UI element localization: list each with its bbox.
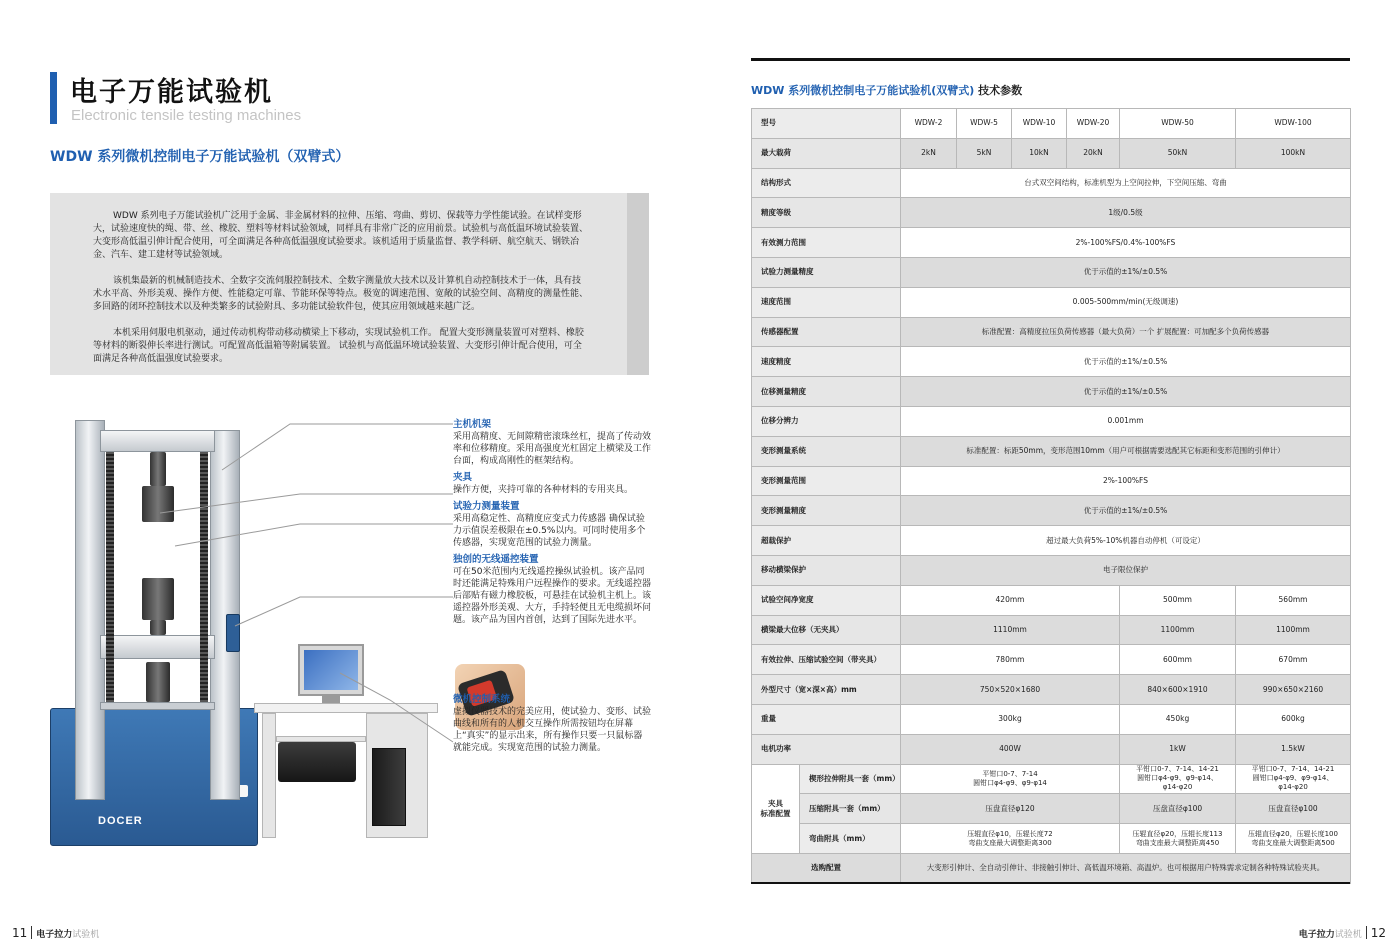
footer-label-bold: 电子拉力 [36, 930, 73, 940]
table-cell: 优于示值的±1%/±0.5% [901, 347, 1351, 377]
table-cell: 1100mm [1236, 615, 1351, 645]
moving-crossbeam [100, 635, 215, 659]
fixture-group-line-1: 夹具 [768, 798, 783, 808]
row-label: 变形测量精度 [752, 496, 901, 526]
cell-line: 压辊直径φ20，压辊长度100 [1248, 829, 1338, 838]
footer-separator [1366, 926, 1367, 939]
lower-beam [100, 702, 215, 710]
lower-grip-rod [150, 620, 166, 635]
table-cell: 大变形引伸计、全自动引伸计、非接触引伸计、高低温环境箱、高温炉。也可根据用户特殊需求定制各种特殊试验夹具。 [901, 853, 1351, 883]
feature-wireless-remote [453, 554, 651, 626]
table-cell: 1100mm [1120, 615, 1236, 645]
cell-line: φ14-φ20 [1162, 783, 1193, 792]
feature-force-measurement [453, 501, 651, 549]
feature-title: 独创的无线遥控装置 [453, 554, 539, 565]
row-label: 结构形式 [752, 168, 901, 198]
product-series-title: WDW 系列微机控制电子万能试验机（双臂式） [50, 149, 350, 165]
table-cell [1236, 824, 1351, 854]
table-cell: 1kW [1120, 734, 1236, 764]
table-cell: 台式双空间结构，标准机型为上空间拉伸，下空间压缩、弯曲 [901, 168, 1351, 198]
feature-title: 夹具 [453, 472, 473, 483]
table-cell: 670mm [1236, 645, 1351, 675]
feature-text: 可在50米范围内无线遥控操纵试验机。该产品同时还能满足特殊用户远程操作的要求。无线遥控器后部贴有磁力橡胶板，可悬挂在试验机主机上。该遥控器外形美观、大方，手持轻便且无电缆损坏问题。该产品为国内首创，达到了国际先进水平。 [453, 567, 652, 625]
testing-machine-image [50, 410, 440, 850]
table-cell: 600kg [1236, 704, 1351, 734]
title-accent-bar [50, 72, 57, 124]
table-row [752, 436, 1351, 466]
left-page-footer [12, 926, 99, 940]
row-label: 有效测力范围 [752, 228, 901, 258]
table-cell: 优于示值的±1%/±0.5% [901, 257, 1351, 287]
cell-line: 弯曲支座最大调整距离500 [1251, 838, 1335, 847]
row-label: 超载保护 [752, 526, 901, 556]
row-label: 重量 [752, 704, 901, 734]
table-cell: 压盘直径φ100 [1236, 794, 1351, 824]
table-cell: 50kN [1120, 138, 1236, 168]
table-row [752, 287, 1351, 317]
table-cell: 1110mm [901, 615, 1120, 645]
computer-monitor [298, 644, 364, 696]
table-row [752, 466, 1351, 496]
cell-line: 圆钳口φ4-φ9、φ9-φ14、 [1252, 774, 1334, 783]
table-cell: 1.5kW [1236, 734, 1351, 764]
row-label: 压缩附具一套（mm） [800, 794, 901, 824]
printer [278, 742, 356, 782]
upper-grip [142, 486, 174, 522]
feature-title: 主机机架 [453, 419, 492, 430]
ball-screw-right [200, 452, 208, 708]
table-row [752, 853, 1351, 883]
feature-frame [453, 419, 651, 467]
row-label: 位移分辨力 [752, 406, 901, 436]
table-cell: 2kN [901, 138, 957, 168]
row-label: 横梁最大位移（无夹具） [752, 615, 901, 645]
upper-grip-rod [150, 452, 166, 486]
table-cell: 1级/0.5级 [901, 198, 1351, 228]
table-cell: WDW-50 [1120, 109, 1236, 139]
table-row [752, 377, 1351, 407]
feature-text: 操作方便，夹持可靠的各种材料的专用夹具。 [453, 485, 634, 495]
table-row [752, 257, 1351, 287]
table-row [752, 406, 1351, 436]
table-cell: 0.005-500mm/min(无级调速) [901, 287, 1351, 317]
table-row [752, 198, 1351, 228]
right-page-footer [1299, 926, 1386, 940]
table-cell: 标准配置：标距50mm，变形范围10mm（用户可根据需要选配其它标距和变形范围的引伸计） [901, 436, 1351, 466]
fixture-group-line-2: 标准配置 [760, 808, 791, 818]
intro-paragraph-3: 本机采用伺服电机驱动，通过传动机构带动移动横梁上下移动，实现试验机工作。 配置大变形测量装置可对塑料、橡胶等材料的断裂伸长率进行测试。可配置高低温箱等附属装置。 试验机与高低温环境试验装置、大变形引伸计配合使用，可全面满足各种高低温强度试验要求。 [93, 328, 584, 364]
intro-text [93, 210, 588, 379]
table-cell [901, 764, 1120, 794]
intro-panel-edge [627, 193, 649, 375]
spec-title-series: WDW 系列微机控制电子万能试验机(双臂式) [751, 84, 975, 97]
table-row [752, 526, 1351, 556]
footer-label-light: 试验机 [1334, 930, 1362, 940]
feature-text: 采用高稳定性、高精度应变式力传感器 确保试验力示值误差极限在±0.5%以内。可同时使用多个传感器，实现宽范围的试验力测量。 [453, 514, 646, 548]
table-cell: 2%-100%FS/0.4%-100%FS [901, 228, 1351, 258]
handset-holder [226, 614, 240, 652]
row-label: 电机功率 [752, 734, 901, 764]
table-cell: 600mm [1120, 645, 1236, 675]
row-label: 试验空间净宽度 [752, 585, 901, 615]
spec-title-label: 技术参数 [978, 84, 1023, 97]
table-cell: 优于示值的±1%/±0.5% [901, 496, 1351, 526]
table-cell [1236, 764, 1351, 794]
table-cell: 750×520×1680 [901, 675, 1120, 705]
table-cell: 990×650×2160 [1236, 675, 1351, 705]
table-cell: 20kN [1067, 138, 1120, 168]
spec-table-title [751, 82, 1022, 98]
monitor-stand [322, 696, 340, 703]
feature-text: 虚拟仪器技术的完美应用，使试验力、变形、试验曲线和所有的人机交互操作所需按钮均在屏幕上“真实”的显示出来，所有操作只要一只鼠标器就能完成。实现宽范围的试验力测量。 [453, 707, 652, 753]
page-number: 11 [12, 926, 28, 940]
feature-list [453, 419, 651, 759]
table-row [752, 734, 1351, 764]
row-label: 型号 [752, 109, 901, 139]
table-row [752, 675, 1351, 705]
row-label: 有效拉伸、压缩试验空间（带夹具） [752, 645, 901, 675]
table-row [752, 704, 1351, 734]
table-row [752, 555, 1351, 585]
row-label: 外型尺寸（宽×深×高）mm [752, 675, 901, 705]
table-row [752, 585, 1351, 615]
table-row [752, 138, 1351, 168]
table-row [752, 645, 1351, 675]
table-cell: 450kg [1120, 704, 1236, 734]
row-label: 弯曲附具（mm） [800, 824, 901, 854]
table-row [752, 496, 1351, 526]
row-label: 变形测量系统 [752, 436, 901, 466]
row-label: 精度等级 [752, 198, 901, 228]
cell-line: 平钳口0-7、7-14 [982, 769, 1038, 778]
table-row [752, 109, 1351, 139]
footer-label-bold: 电子拉力 [1298, 930, 1335, 940]
table-cell: 10kN [1012, 138, 1067, 168]
table-cell: 780mm [901, 645, 1120, 675]
compression-fixture [146, 662, 170, 702]
row-label: 楔形拉伸附具一套（mm） [800, 764, 901, 794]
page-number: 12 [1370, 926, 1386, 940]
computer-desk-top [254, 703, 438, 713]
table-cell: 300kg [901, 704, 1120, 734]
table-cell: 超过最大负荷5%-10%机器自动停机（可设定） [901, 526, 1351, 556]
row-label: 速度精度 [752, 347, 901, 377]
cell-line: 压辊直径φ20，压辊长度113 [1132, 829, 1223, 838]
top-rule [751, 58, 1350, 61]
table-cell: 电子限位保护 [901, 555, 1351, 585]
machine-logo: DOCER [98, 815, 143, 827]
spec-table [751, 108, 1351, 884]
table-cell: 优于示值的±1%/±0.5% [901, 377, 1351, 407]
table-row [752, 168, 1351, 198]
row-label: 传感器配置 [752, 317, 901, 347]
feature-computer-control [453, 694, 651, 754]
row-label: 选购配置 [752, 853, 901, 883]
table-cell: 压盘直径φ100 [1120, 794, 1236, 824]
table-cell: 2%-100%FS [901, 466, 1351, 496]
cell-line: φ14-φ20 [1278, 783, 1308, 792]
table-cell: 5kN [957, 138, 1012, 168]
fixture-group-label [752, 764, 800, 853]
table-row [752, 824, 1351, 854]
desk-left-leg [262, 713, 276, 838]
upper-beam [100, 430, 215, 452]
page-title: 电子万能试验机 [70, 77, 273, 108]
lower-grip [142, 578, 174, 620]
table-cell: WDW-10 [1012, 109, 1067, 139]
intro-paragraph-1: WDW 系列电子万能试验机广泛用于金属、非金属材料的拉伸、压缩、弯曲、剪切、保载等力学性能试验。在试样变形大，试验速度快的绳、带、丝、橡胶、塑料等材料试验领域，同样具有非常广泛的应用前景。试验机与高低温环境试验装置、大变形高低温引伸计配合使用，可全面满足各种高低温强度试验要求。该机适用于质量监督、教学科研、航空航天、钢铁冶金、汽车、建工建材等试验领域。 [93, 211, 589, 260]
feature-fixture [453, 472, 651, 496]
ball-screw-left [106, 452, 114, 708]
feature-title: 试验力测量装置 [453, 501, 520, 512]
table-cell: 压盘直径φ120 [901, 794, 1120, 824]
table-cell [1120, 824, 1236, 854]
row-label: 位移测量精度 [752, 377, 901, 407]
row-label: 最大载荷 [752, 138, 901, 168]
table-cell: 420mm [901, 585, 1120, 615]
monitor-screen [304, 650, 358, 690]
table-cell: 560mm [1236, 585, 1351, 615]
cell-line: 圆钳口φ4-φ9、φ9-φ14、 [1137, 774, 1218, 783]
row-label: 移动横梁保护 [752, 555, 901, 585]
table-bottom-rule [751, 882, 1350, 884]
table-cell [1120, 764, 1236, 794]
row-label: 试验力测量精度 [752, 257, 901, 287]
table-cell: WDW-20 [1067, 109, 1120, 139]
cell-line: 弯曲支座最大调整距离300 [968, 838, 1052, 847]
table-row [752, 347, 1351, 377]
table-row [752, 794, 1351, 824]
left-column [75, 420, 105, 800]
row-label: 速度范围 [752, 287, 901, 317]
table-cell: 0.001mm [901, 406, 1351, 436]
table-row [752, 615, 1351, 645]
page-title-english: Electronic tensile testing machines [71, 107, 302, 124]
table-cell: WDW-2 [901, 109, 957, 139]
table-cell: 标准配置：高精度拉压负荷传感器（最大负荷）一个 扩展配置：可加配多个负荷传感器 [901, 317, 1351, 347]
feature-title: 微机控制系统 [453, 694, 511, 705]
cell-line: 圆钳口φ4-φ9、φ9-φ14 [973, 778, 1047, 787]
cell-line: 弯曲支座最大调整距离450 [1135, 838, 1220, 847]
table-row [752, 228, 1351, 258]
pc-tower [372, 748, 406, 826]
cell-line: 压辊直径φ10，压辊长度72 [967, 829, 1053, 838]
feature-text: 采用高精度、无间隙精密滚珠丝杠，提高了传动效率和位移精度。采用高强度光杠固定上横梁及工作台面，构成高刚性的框架结构。 [453, 432, 652, 466]
table-cell: WDW-5 [957, 109, 1012, 139]
table-cell: WDW-100 [1236, 109, 1351, 139]
footer-label-light: 试验机 [72, 930, 100, 940]
footer-separator [31, 926, 32, 939]
intro-paragraph-2: 该机集最新的机械制造技术、全数字交流伺服控制技术、全数字测量放大技术以及计算机自动控制技术于一体，具有技术水平高、外形美观、操作方便、性能稳定可靠、节能环保等特点。极宽的调速范围、宽敞的试验空间、高精度的测量性能、多回路的闭环控制技术以及种类繁多的试验附具、多功能试验软件包，使其应用领域越来越广泛。 [93, 276, 589, 312]
table-row [752, 317, 1351, 347]
table-cell: 840×600×1910 [1120, 675, 1236, 705]
table-cell: 500mm [1120, 585, 1236, 615]
table-cell [901, 824, 1120, 854]
table-row [752, 764, 1351, 794]
row-label: 变形测量范围 [752, 466, 901, 496]
table-cell: 100kN [1236, 138, 1351, 168]
cell-line: 平钳口0-7、7-14、14-21 [1136, 765, 1219, 774]
table-cell: 400W [901, 734, 1120, 764]
cell-line: 平钳口0-7、7-14、14-21 [1251, 765, 1335, 774]
